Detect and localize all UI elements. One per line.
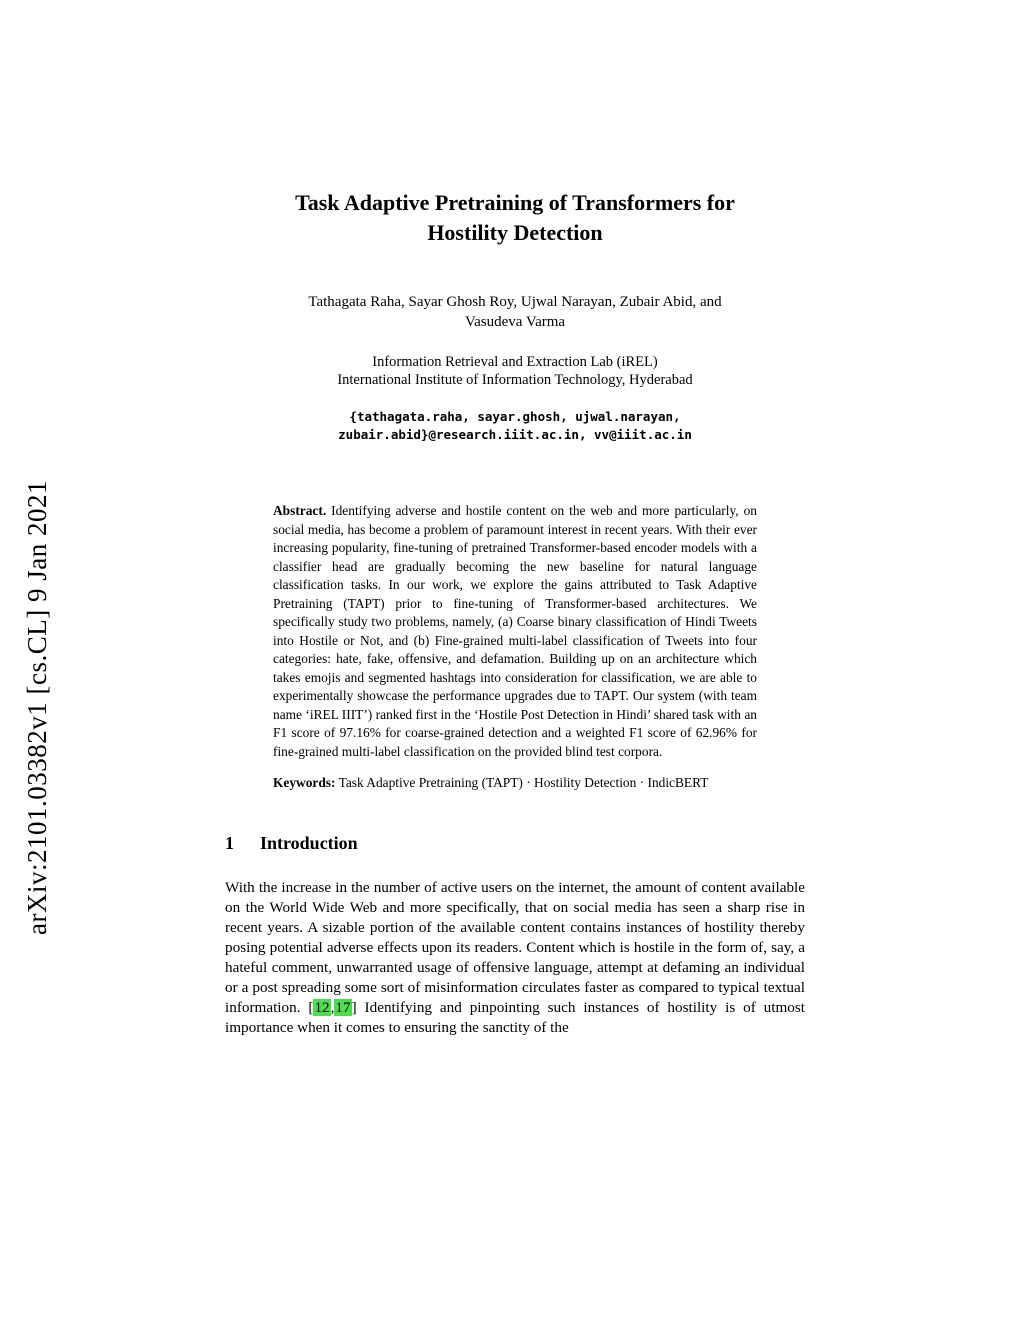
- section-1-number: 1: [225, 832, 234, 853]
- author-emails-line1: {tathagata.raha, sayar.ghosh, ujwal.narayan,: [349, 409, 681, 425]
- paper-title: [225, 188, 805, 249]
- author-list-line1: Tathagata Raha, Sayar Ghosh Roy, Ujwal Narayan, Zubair Abid, and: [308, 293, 722, 310]
- author-list-line2: Vasudeva Varma: [464, 314, 566, 331]
- intro-paragraph: [225, 878, 805, 1038]
- author-emails-line2: zubair.abid}@research.iiit.ac.in, vv@iiit.ac.in: [338, 427, 692, 443]
- keywords: [273, 774, 757, 793]
- abstract: [273, 502, 757, 761]
- citation-link-17[interactable]: 17: [335, 998, 351, 1016]
- section-1-title: Introduction: [260, 832, 358, 853]
- abstract-text: Identifying adverse and hostile content on the web and more particularly, on social media, has become a problem of paramount interest in recent years. With their ever increasing popularity, fine-tuning of pretrained Transformer-based encoder models with a classifier head are gradually becoming the new baseline for natural language classification tasks. In our work, we explore the gains attributed to Task Adaptive Pretraining (TAPT) prior to fine-tuning of Transformer-based architectures. We specifically study two problems, namely, (a) Coarse binary classification of Hindi Tweets into Hostile or Not, and (b) Fine-grained multi-label classification of Tweets into four categories: hate, fake, offensive, and defamation. Building up on an architecture which takes emojis and segmented hashtags into consideration for classification, we are able to experimentally showcase the performance upgrades due to TAPT. Our system (with team name ‘iREL IIIT’) ranked first in the ‘Hostile Post Detection in Hindi’ shared task with an F1 score of 97.16% for coarse-grained detection and a weighted F1 score of 62.96% for fine-grained multi-label classification on the provided blind test corpora.: [273, 503, 757, 759]
- affiliation-line1: Information Retrieval and Extraction Lab (iREL): [372, 353, 658, 370]
- abstract-label: Abstract.: [273, 503, 327, 519]
- section-1-heading: [225, 833, 805, 854]
- paper-title-line1: Task Adaptive Pretraining of Transformers for: [295, 190, 735, 215]
- citation-link-12[interactable]: 12: [314, 998, 330, 1016]
- author-emails: [225, 408, 805, 444]
- keywords-text: Task Adaptive Pretraining (TAPT) · Hostility Detection · IndicBERT: [338, 775, 709, 791]
- intro-text-after-citation: ] Identifying and pinpointing such instances of hostility is of utmost importance when it comes to ensuring the sanctity of the: [225, 998, 805, 1036]
- paper-title-line2: Hostility Detection: [427, 220, 603, 246]
- arxiv-watermark: arXiv:2101.03382v1 [cs.CL] 9 Jan 2021: [22, 480, 52, 935]
- intro-text-before-citation: With the increase in the number of active users on the internet, the amount of content available on the World Wide Web and more specifically, that on social media has seen a sharp rise in recent years. A sizable portion of the available content contains instances of hostility thereby posing potential adverse effects upon its readers. Content which is hostile in the form of, say, a hateful comment, unwarranted usage of offensive language, attempt at defaming an individual or a post spreading some sort of misinformation circulates faster as compared to typical textual information. [: [225, 878, 805, 1016]
- paper-content: [225, 0, 805, 1038]
- citation-separator: ,: [330, 998, 335, 1016]
- affiliation: [225, 353, 805, 391]
- author-list: [225, 292, 805, 333]
- affiliation-line2: International Institute of Information Technology, Hyderabad: [337, 372, 693, 389]
- keywords-label: Keywords:: [273, 775, 336, 791]
